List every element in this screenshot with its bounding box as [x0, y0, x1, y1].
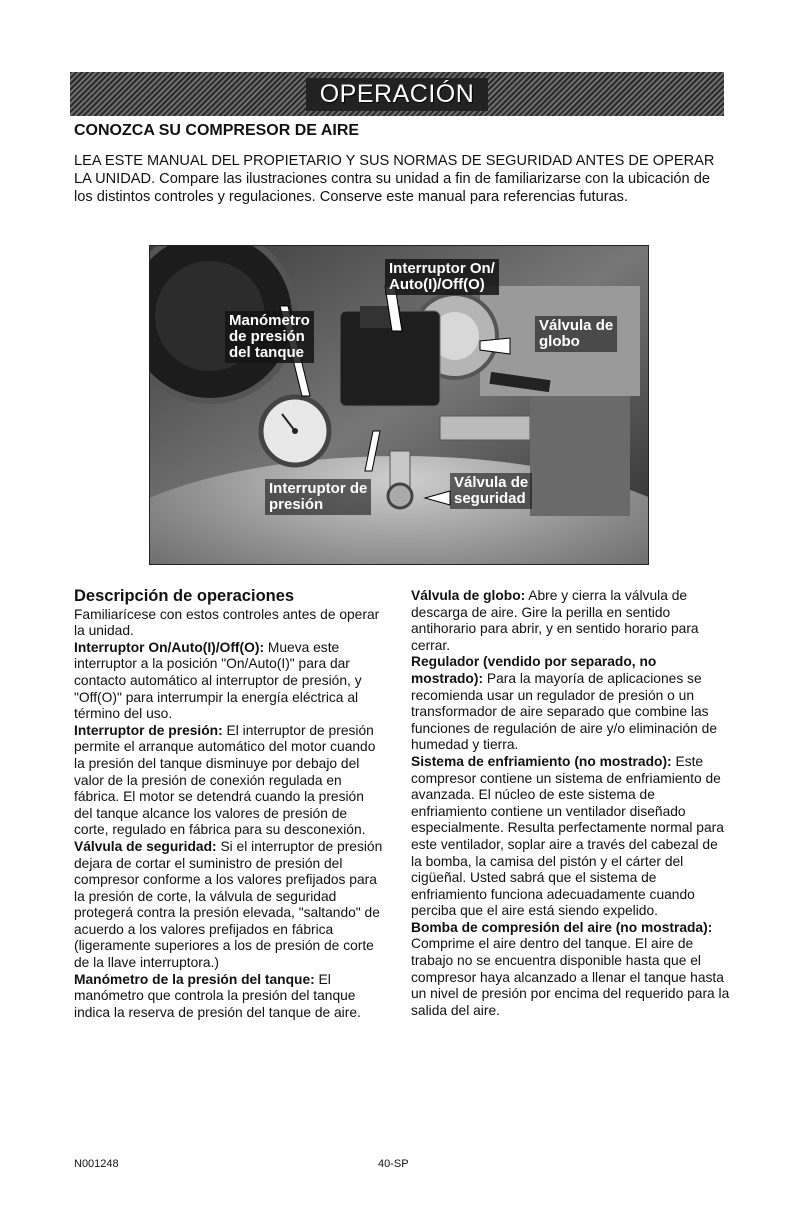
page-number: 40-SP — [378, 1158, 409, 1170]
section-banner — [70, 72, 724, 116]
compressor-photo — [149, 245, 649, 565]
item-text: Mueva este interruptor a la posición "On/Auto(I)" para dar contacto automático al interruptor de presión, y "Off(O)" para interrumpir la energía eléctrica al término del uso. — [74, 639, 362, 722]
item-term: Sistema de enfriamiento (no mostrado): — [411, 753, 672, 769]
item-safety-valve — [74, 839, 384, 972]
item-text: Comprime el aire dentro del tanque. El aire de trabajo no se encuentra disponible hasta que el compresor haya alcanzado a llenar el tanque hasta un nivel de presión por encima del requerido para la salida del aire. — [411, 936, 730, 1018]
item-text: Si el interruptor de presión dejara de cortar el suministro de presión del compresor conforme a los valores prefijados para la presión de corte, la válvula de seguridad protegerá contra la presión elevada, "saltando" de acuerdo a los valores prefijados en fábrica (ligeramente superiores a los de presión de corte de la llave interruptora.) — [74, 838, 383, 971]
item-regulator — [411, 654, 731, 754]
document-code: N001248 — [74, 1158, 119, 1170]
label-globe-valve: Válvula de globo — [535, 316, 617, 352]
item-term: Interruptor de presión: — [74, 722, 223, 738]
item-term: Interruptor On/Auto(I)/Off(O): — [74, 639, 265, 655]
description-heading: Descripción de operaciones — [74, 587, 295, 605]
label-tank-pressure-gauge: Manómetro de presión del tanque — [225, 311, 314, 363]
item-term: Bomba de compresión del aire (no mostrada): — [411, 919, 713, 935]
section-heading: CONOZCA SU COMPRESOR DE AIRE — [74, 122, 360, 139]
item-air-compressor-pump — [411, 920, 731, 1020]
label-on-auto-off-switch: Interruptor On/ Auto(I)/Off(O) — [385, 259, 499, 295]
item-globe-valve — [411, 588, 731, 654]
item-term: Manómetro de la presión del tanque: — [74, 971, 315, 987]
description-intro: Familiarícese con estos controles antes de operar la unidad. — [74, 606, 380, 639]
banner-title: OPERACIÓN — [306, 78, 489, 111]
item-term: Válvula de seguridad: — [74, 838, 217, 854]
item-term: Regulador (vendido por separado, no mostrado): — [411, 654, 657, 686]
item-text: Este compresor contiene un sistema de enfriamiento de avanzada. El núcleo de este sistema de enfriamiento contiene un ventilador diseñado especialmente. Resulta perfectamente normal para este ventilador, soplar aire a través del cabezal de la bomba, la camisa del pistón y el cárter del cigüeñal. Usted sabrá que el sistema de enfriamiento funciona adecuadamente cuando perciba que el aire está siendo expelido. — [411, 753, 724, 919]
item-text: El manómetro que controla la presión del tanque indica la reserva de presión del tanque de aire. — [74, 971, 361, 1020]
item-pressure-switch — [74, 723, 384, 839]
label-safety-valve: Válvula de seguridad — [450, 473, 532, 509]
description-column-right — [411, 588, 731, 1019]
description-column-left — [74, 588, 384, 1021]
item-cooling-system — [411, 754, 731, 920]
item-on-auto-off-switch — [74, 640, 384, 723]
item-text: Para la mayoría de aplicaciones se recomienda usar un regulador de presión o un transformador de aire separado que combine las funciones de regulación de aire y/o eliminación de humedad y tierra. — [411, 670, 718, 753]
item-text: Abre y cierra la válvula de descarga de aire. Gire la perilla en sentido antihorario para abrir, y en sentido horario para cerrar. — [411, 588, 699, 653]
item-text: El interruptor de presión permite el arranque automático del motor cuando la presión del tanque disminuye por debajo del valor de la presión de conexión regulada en fábrica. El motor se detendrá cuando la presión del tanque alcance los valores de presión de corte, regulado en fábrica para su desconexión. — [74, 722, 376, 838]
intro-paragraph: LEA ESTE MANUAL DEL PROPIETARIO Y SUS NORMAS DE SEGURIDAD ANTES DE OPERAR LA UNIDAD. Compare las ilustraciones contra su unidad a fin de familiarizarse con la ubicación de los distintos controles y regulaciones. Conserve este manual para referencias futuras. — [74, 153, 715, 205]
item-term: Válvula de globo: — [411, 588, 526, 603]
label-pressure-switch: Interruptor de presión — [265, 479, 371, 515]
item-tank-pressure-gauge — [74, 972, 384, 1022]
